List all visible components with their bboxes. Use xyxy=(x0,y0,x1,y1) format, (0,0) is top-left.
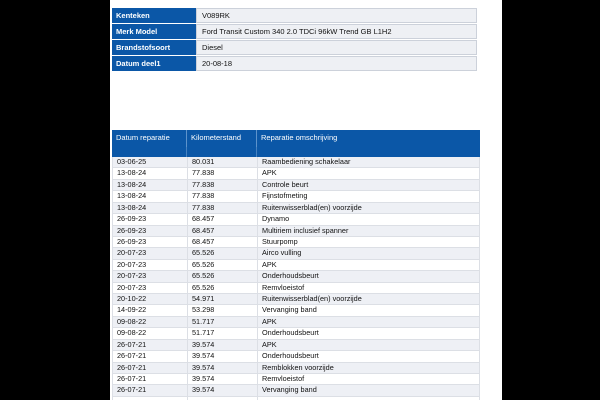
table-row xyxy=(113,305,479,316)
column-header-kilometerstand: Kilometerstand xyxy=(187,130,257,147)
table-row xyxy=(113,363,479,374)
cell-km: 68.457 xyxy=(188,237,258,248)
cell-desc: Remblokken voorzijde xyxy=(258,363,479,374)
content-area xyxy=(110,0,502,400)
cell-date: 20-07-23 xyxy=(113,248,188,259)
vehicle-info-row xyxy=(112,40,477,55)
cell-date: 26-07-21 xyxy=(113,374,188,385)
cell-km: 65.526 xyxy=(188,271,258,282)
table-row xyxy=(113,283,479,294)
repairs-table xyxy=(112,130,480,400)
table-row xyxy=(113,351,479,362)
cell-desc: Onderhoudsbeurt xyxy=(258,351,479,362)
vehicle-info-value: Diesel xyxy=(196,40,477,55)
vehicle-info-label: Merk Model xyxy=(112,24,196,39)
cell-desc: Onderhoudsbeurt xyxy=(258,328,479,339)
cell-desc: Controle beurt xyxy=(258,180,479,191)
cell-km: 51.717 xyxy=(188,317,258,328)
cell-date: 20-07-23 xyxy=(113,260,188,271)
cell-desc: APK xyxy=(258,340,479,351)
vehicle-info-label: Datum deel1 xyxy=(112,56,196,71)
cell-date: 20-07-23 xyxy=(113,271,188,282)
cell-desc: Airco vulling xyxy=(258,248,479,259)
cell-km: 68.457 xyxy=(188,226,258,237)
column-header-reparatie-omschrijving: Reparatie omschrijving xyxy=(261,133,338,142)
header-spacer-band xyxy=(112,147,480,157)
cell-date: 26-07-21 xyxy=(113,363,188,374)
cell-date: 26-07-21 xyxy=(113,351,188,362)
cell-km: 51.717 xyxy=(188,328,258,339)
cell-desc: Dynamo xyxy=(258,214,479,225)
cell-date: 13-08-24 xyxy=(113,191,188,202)
table-row xyxy=(113,340,479,351)
cell-date: 20-07-23 xyxy=(113,283,188,294)
cell-desc: APK xyxy=(258,168,479,179)
cell-km: 39.574 xyxy=(188,385,258,396)
cell-date: 26-07-21 xyxy=(113,385,188,396)
cell-km: 65.526 xyxy=(188,248,258,259)
cell-km: 65.526 xyxy=(188,260,258,271)
cell-desc: APK xyxy=(258,317,479,328)
cell-date: 26-09-23 xyxy=(113,237,188,248)
cell-date: 13-08-24 xyxy=(113,168,188,179)
table-row xyxy=(113,374,479,385)
table-row xyxy=(113,260,479,271)
cell-desc: APK xyxy=(258,260,479,271)
table-row xyxy=(113,203,479,214)
cell-km: 65.526 xyxy=(188,283,258,294)
cell-km: 77.838 xyxy=(188,191,258,202)
cell-date: 20-10-22 xyxy=(113,294,188,305)
table-row xyxy=(113,328,479,339)
cell-desc: Raambediening schakelaar xyxy=(258,157,479,168)
repairs-table-body xyxy=(112,157,480,397)
table-row xyxy=(113,294,479,305)
cell-date: 03-06-25 xyxy=(113,157,188,168)
table-row xyxy=(113,191,479,202)
table-row xyxy=(113,226,479,237)
cell-date: 13-08-24 xyxy=(113,180,188,191)
cell-km: 39.574 xyxy=(188,340,258,351)
repairs-table-header xyxy=(112,130,480,147)
cell-km: 39.574 xyxy=(188,374,258,385)
table-row xyxy=(113,180,479,191)
cell-date: 09-08-22 xyxy=(113,317,188,328)
cell-km: 53.298 xyxy=(188,305,258,316)
cell-desc: Vervanging band xyxy=(258,385,479,396)
cell-km: 80.031 xyxy=(188,157,258,168)
column-header-datum-reparatie: Datum reparatie xyxy=(112,130,187,147)
cell-km: 68.457 xyxy=(188,214,258,225)
table-row xyxy=(113,157,479,168)
cell-km: 77.838 xyxy=(188,180,258,191)
vehicle-info-row xyxy=(112,56,477,71)
cell-desc: Multiriem inclusief spanner xyxy=(258,226,479,237)
cell-km: 39.574 xyxy=(188,363,258,374)
vehicle-info-value: 20-08-18 xyxy=(196,56,477,71)
cell-desc: Remvloeistof xyxy=(258,374,479,385)
table-row xyxy=(113,317,479,328)
table-row xyxy=(113,214,479,225)
cell-km: 54.971 xyxy=(188,294,258,305)
cell-km: 39.574 xyxy=(188,351,258,362)
cell-date: 14-09-22 xyxy=(113,305,188,316)
cell-desc: Remvloeistof xyxy=(258,283,479,294)
table-row xyxy=(113,168,479,179)
cell-desc: Ruitenwisserblad(en) voorzijde xyxy=(258,294,479,305)
cell-date: 13-08-24 xyxy=(113,203,188,214)
cell-date: 09-08-22 xyxy=(113,328,188,339)
vehicle-info-label: Brandstofsoort xyxy=(112,40,196,55)
cell-km: 77.838 xyxy=(188,203,258,214)
cell-desc: Fijnstofmeting xyxy=(258,191,479,202)
cell-desc: Onderhoudsbeurt xyxy=(258,271,479,282)
cell-desc: Vervanging band xyxy=(258,305,479,316)
vehicle-info-row xyxy=(112,8,477,23)
table-row xyxy=(113,248,479,259)
cell-date: 26-07-21 xyxy=(113,340,188,351)
cell-date: 26-09-23 xyxy=(113,226,188,237)
vehicle-info-label: Kenteken xyxy=(112,8,196,23)
vehicle-info-value: Ford Transit Custom 340 2.0 TDCi 96kW Trend GB L1H2 xyxy=(196,24,477,39)
vehicle-info-value: V089RK xyxy=(196,8,477,23)
table-row xyxy=(113,271,479,282)
cell-km: 77.838 xyxy=(188,168,258,179)
cell-desc: Stuurpomp xyxy=(258,237,479,248)
table-row xyxy=(113,385,479,396)
cell-date: 26-09-23 xyxy=(113,214,188,225)
vehicle-info-row xyxy=(112,24,477,39)
table-row xyxy=(113,237,479,248)
vehicle-info-table xyxy=(112,8,477,72)
cell-desc: Ruitenwisserblad(en) voorzijde xyxy=(258,203,479,214)
